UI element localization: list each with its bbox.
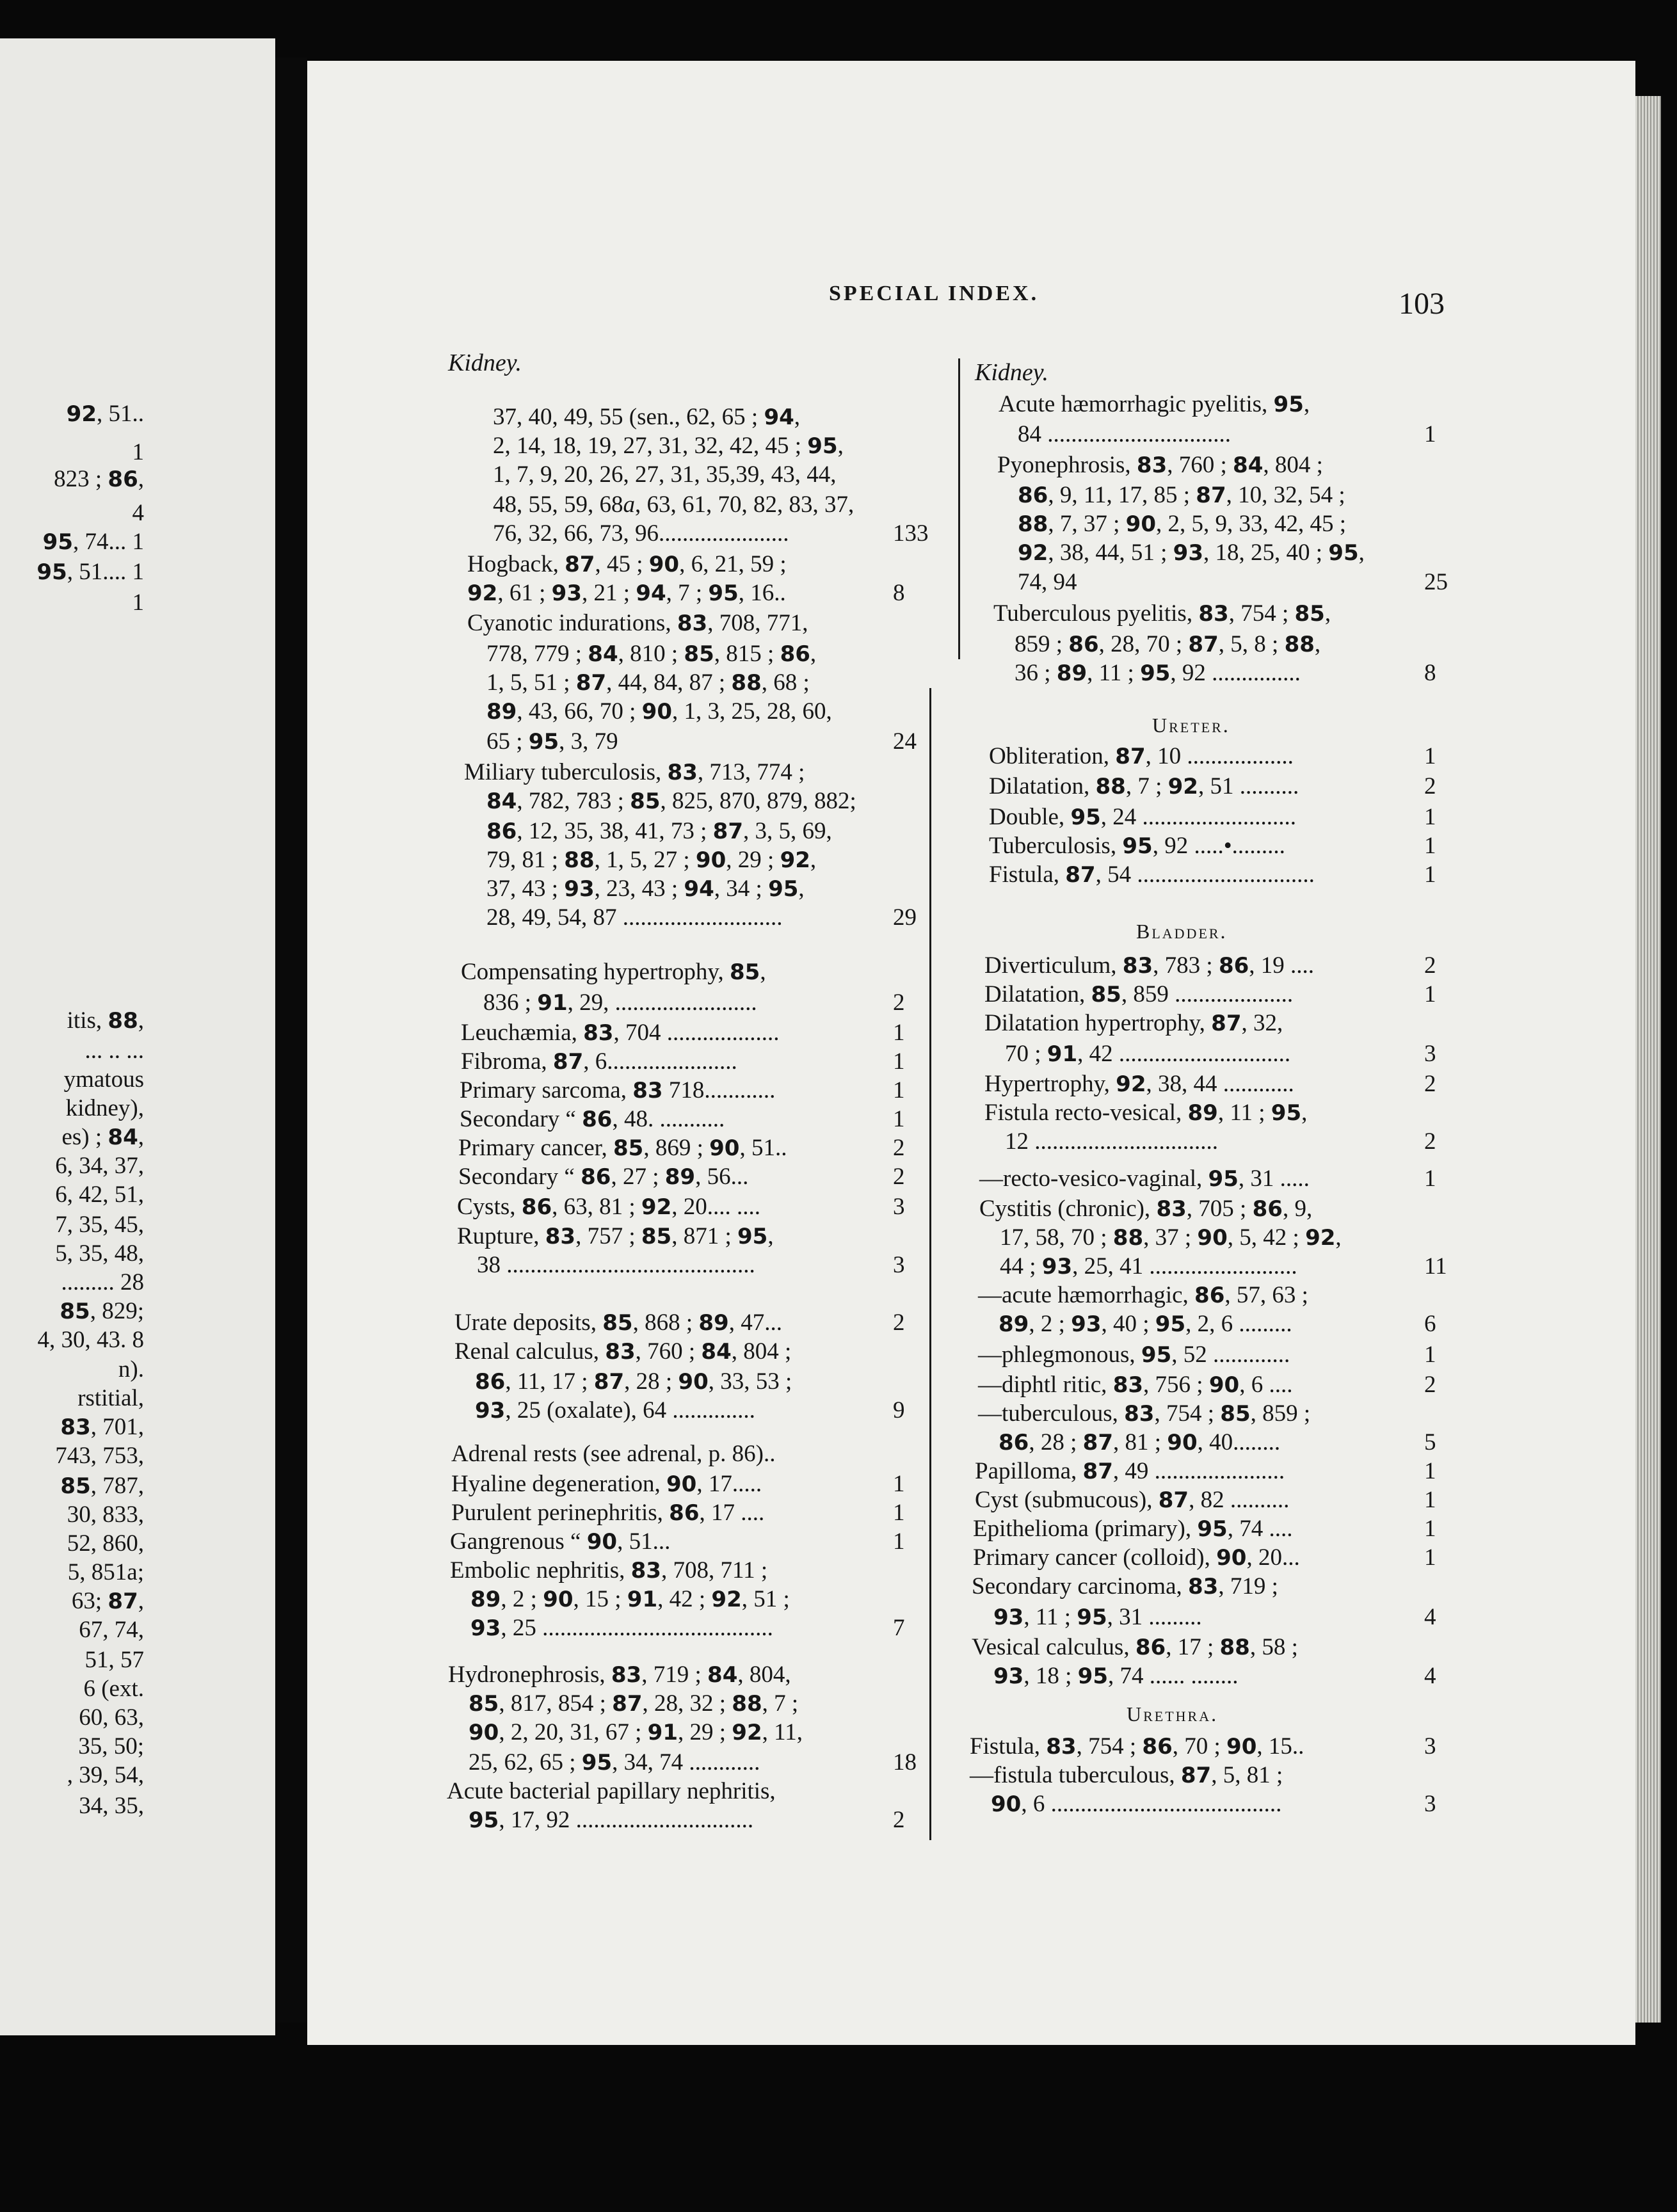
left-page-fragment: 52, 860, xyxy=(67,1530,144,1557)
index-entry-count: 3 xyxy=(1424,1041,1436,1067)
index-entry-line: 79, 81 ; 88, 1, 5, 27 ; 90, 29 ; 92, xyxy=(486,847,817,873)
left-page-fragment: 4, 30, 43. 8 xyxy=(37,1327,144,1353)
column-1-title: Kidney. xyxy=(448,349,522,376)
index-entry-count: 2 xyxy=(893,1164,905,1190)
index-entry-line: Secondary “ 86, 48. ........... xyxy=(460,1106,725,1132)
index-entry-line: Dilatation, 85, 859 .................... xyxy=(984,981,1294,1007)
index-entry-line: Vesical calculus, 86, 17 ; 88, 58 ; xyxy=(972,1634,1298,1660)
left-page-fragment: 85, 829; xyxy=(60,1298,144,1324)
index-entry-line: Cystitis (chronic), 83, 705 ; 86, 9, xyxy=(979,1196,1313,1222)
left-page-fragment: kidney), xyxy=(65,1095,144,1121)
left-page-fragment: 6, 42, 51, xyxy=(55,1182,144,1208)
left-page-fragment: 6, 34, 37, xyxy=(55,1153,144,1179)
index-entry-line: 76, 32, 66, 73, 96...................... xyxy=(493,520,789,547)
index-entry-count: 3 xyxy=(893,1252,905,1278)
index-entry-line: —diphtl ritic, 83, 756 ; 90, 6 .... xyxy=(978,1372,1293,1398)
left-page-fragment: 35, 50; xyxy=(78,1733,144,1759)
left-page-fragment: ymatous xyxy=(63,1066,144,1093)
left-page-fragment: 60, 63, xyxy=(79,1704,144,1731)
column-divider xyxy=(929,688,931,1840)
index-entry-line: —acute hæmorrhagic, 86, 57, 63 ; xyxy=(978,1282,1308,1308)
left-page-fragment: 63; 87, xyxy=(71,1588,144,1614)
index-entry-line: 90, 6 ....................................... xyxy=(991,1791,1282,1817)
left-page-fragment: 1 xyxy=(132,589,144,616)
index-entry-count: 1 xyxy=(893,1106,905,1132)
index-entry-count: 1 xyxy=(1424,1516,1436,1542)
index-entry-line: Hogback, 87, 45 ; 90, 6, 21, 59 ; xyxy=(467,551,787,577)
index-entry-line: 92, 61 ; 93, 21 ; 94, 7 ; 95, 16.. xyxy=(467,580,786,606)
index-entry-count: 1 xyxy=(893,1471,905,1497)
index-entry-count: 6 xyxy=(1424,1311,1436,1337)
index-entry-line: 36 ; 89, 11 ; 95, 92 ............... xyxy=(1015,660,1301,686)
index-entry-line: 2, 14, 18, 19, 27, 31, 32, 42, 45 ; 95, xyxy=(493,433,844,459)
index-entry-line: Fistula, 87, 54 .............................. xyxy=(989,862,1315,888)
left-page-fragment: 85, 787, xyxy=(60,1473,144,1499)
index-entry-line: 70 ; 91, 42 ............................. xyxy=(1005,1041,1291,1067)
index-entry-line: 859 ; 86, 28, 70 ; 87, 5, 8 ; 88, xyxy=(1015,631,1321,657)
index-entry-line: —tuberculous, 83, 754 ; 85, 859 ; xyxy=(978,1400,1311,1427)
index-entry-line: 85, 817, 854 ; 87, 28, 32 ; 88, 7 ; xyxy=(469,1690,799,1717)
index-entry-line: Tuberculous pyelitis, 83, 754 ; 85, xyxy=(993,600,1331,627)
index-entry-line: Pyonephrosis, 83, 760 ; 84, 804 ; xyxy=(997,452,1323,478)
left-page-fragment: 95, 74... 1 xyxy=(42,529,144,555)
index-entry-line: 89, 2 ; 93, 40 ; 95, 2, 6 ......... xyxy=(999,1311,1292,1337)
index-entry-line: —fistula tuberculous, 87, 5, 81 ; xyxy=(970,1762,1283,1788)
left-page-fragment: es) ; 84, xyxy=(61,1124,144,1150)
index-entry-line: Diverticulum, 83, 783 ; 86, 19 .... xyxy=(984,952,1315,979)
index-entry-count: 7 xyxy=(893,1615,905,1641)
index-entry-line: 92, 38, 44, 51 ; 93, 18, 25, 40 ; 95, xyxy=(1018,540,1365,566)
index-entry-line: 84, 782, 783 ; 85, 825, 870, 879, 882; xyxy=(486,788,856,814)
index-entry-line: Fibroma, 87, 6...................... xyxy=(461,1048,737,1075)
index-entry-line: —recto-vesico-vaginal, 95, 31 ..... xyxy=(979,1166,1310,1192)
index-entry-line: 836 ; 91, 29, ........................ xyxy=(483,990,757,1016)
left-page-fragment: 743, 753, xyxy=(55,1443,144,1469)
page-edge xyxy=(1635,96,1661,2023)
index-entry-line: 38 .......................................... xyxy=(477,1252,755,1278)
index-entry-count: 1 xyxy=(1424,1487,1436,1513)
index-entry-line: Leuchæmia, 83, 704 ................... xyxy=(461,1020,780,1046)
left-page-fragment: 83, 701, xyxy=(60,1414,144,1440)
index-entry-line: 778, 779 ; 84, 810 ; 85, 815 ; 86, xyxy=(486,641,817,667)
index-entry-line: Rupture, 83, 757 ; 85, 871 ; 95, xyxy=(457,1223,774,1249)
index-entry-count: 8 xyxy=(893,580,905,606)
index-entry-line: —phlegmonous, 95, 52 ............. xyxy=(978,1342,1290,1368)
left-page-fragment: 30, 833, xyxy=(67,1502,144,1528)
index-entry-line: 93, 25 ....................................... xyxy=(470,1615,773,1641)
index-entry-count: 1 xyxy=(1424,1544,1436,1571)
index-entry-count: 2 xyxy=(893,1807,905,1833)
index-entry-line: Compensating hypertrophy, 85, xyxy=(461,959,766,985)
index-entry-count: 9 xyxy=(893,1397,905,1423)
index-entry-count: 2 xyxy=(1424,952,1436,979)
left-page-fragment: rstitial, xyxy=(77,1385,144,1411)
index-entry-line: Primary cancer, 85, 869 ; 90, 51.. xyxy=(458,1135,787,1161)
index-entry-line: Miliary tuberculosis, 83, 713, 774 ; xyxy=(464,759,805,785)
index-entry-count: 1 xyxy=(1424,833,1436,859)
left-page-fragment: n). xyxy=(118,1356,144,1382)
left-page-fragment: 7, 35, 45, xyxy=(55,1212,144,1238)
index-entry-count: 3 xyxy=(1424,1791,1436,1817)
left-page-fragment: itis, 88, xyxy=(67,1007,144,1034)
index-entry-count: 5 xyxy=(1424,1429,1436,1455)
index-entry-count: 2 xyxy=(1424,1372,1436,1398)
column-divider xyxy=(958,358,960,659)
index-entry-line: Primary sarcoma, 83 718............ xyxy=(460,1077,776,1103)
index-entry-line: Papilloma, 87, 49 ...................... xyxy=(975,1458,1285,1484)
index-entry-count: 1 xyxy=(1424,862,1436,888)
index-entry-count: 2 xyxy=(893,1135,905,1161)
index-entry-count: 1 xyxy=(1424,743,1436,769)
index-entry-line: 86, 11, 17 ; 87, 28 ; 90, 33, 53 ; xyxy=(475,1368,792,1395)
index-entry-line: Acute bacterial papillary nephritis, xyxy=(447,1778,776,1804)
index-entry-count: 1 xyxy=(893,1048,905,1075)
left-page-fragment: 67, 74, xyxy=(79,1617,144,1643)
index-entry-count: 4 xyxy=(1424,1604,1436,1630)
index-entry-line: Primary cancer (colloid), 90, 20... xyxy=(973,1544,1300,1571)
section-heading: Ureter. xyxy=(1152,714,1230,737)
index-entry-count: 29 xyxy=(893,904,917,931)
index-entry-line: Adrenal rests (see adrenal, p. 86).. xyxy=(451,1441,776,1467)
section-heading: Urethra. xyxy=(1127,1703,1219,1726)
index-entry-line: Cysts, 86, 63, 81 ; 92, 20.... .... xyxy=(457,1194,761,1220)
index-entry-count: 3 xyxy=(1424,1733,1436,1759)
left-page-fragment: 51, 57 xyxy=(84,1647,144,1673)
section-heading: Bladder. xyxy=(1136,920,1228,943)
index-entry-count: 1 xyxy=(893,1528,905,1555)
index-entry-line: 93, 11 ; 95, 31 ......... xyxy=(993,1604,1202,1630)
index-entry-line: Tuberculosis, 95, 92 .....•......... xyxy=(989,833,1285,859)
index-entry-line: Dilatation hypertrophy, 87, 32, xyxy=(984,1010,1283,1036)
index-entry-count: 1 xyxy=(1424,421,1436,447)
index-entry-line: 93, 18 ; 95, 74 ...... ........ xyxy=(993,1663,1239,1689)
index-entry-line: 86, 12, 35, 38, 41, 73 ; 87, 3, 5, 69, xyxy=(486,818,832,844)
left-page-fragment: 95, 51.... 1 xyxy=(36,559,144,585)
index-entry-line: Acute hæmorrhagic pyelitis, 95, xyxy=(999,391,1310,417)
index-entry-count: 4 xyxy=(1424,1663,1436,1689)
index-entry-count: 1 xyxy=(1424,804,1436,830)
index-entry-count: 1 xyxy=(1424,1166,1436,1192)
left-page-fragment: 5, 35, 48, xyxy=(55,1240,144,1267)
index-entry-line: Dilatation, 88, 7 ; 92, 51 .......... xyxy=(989,773,1299,799)
index-entry-line: 44 ; 93, 25, 41 ......................... xyxy=(1000,1253,1297,1279)
index-entry-count: 2 xyxy=(893,990,905,1016)
index-entry-line: Gangrenous “ 90, 51... xyxy=(450,1528,671,1555)
left-page-fragment: 1 xyxy=(132,439,144,465)
index-entry-line: Urate deposits, 85, 868 ; 89, 47... xyxy=(454,1310,782,1336)
index-entry-line: 86, 9, 11, 17, 85 ; 87, 10, 32, 54 ; xyxy=(1018,482,1345,508)
left-page-fragment: 34, 35, xyxy=(79,1793,144,1819)
left-page-fragment: 92, 51.. xyxy=(66,401,144,427)
index-entry-count: 3 xyxy=(893,1194,905,1220)
page-number: 103 xyxy=(1399,287,1445,321)
index-entry-line: 89, 2 ; 90, 15 ; 91, 42 ; 92, 51 ; xyxy=(470,1586,790,1612)
index-entry-line: 17, 58, 70 ; 88, 37 ; 90, 5, 42 ; 92, xyxy=(1000,1224,1342,1251)
index-entry-line: 1, 5, 51 ; 87, 44, 84, 87 ; 88, 68 ; xyxy=(486,669,810,696)
index-entry-count: 2 xyxy=(1424,1128,1436,1155)
index-entry-count: 1 xyxy=(1424,981,1436,1007)
index-entry-line: 37, 43 ; 93, 23, 43 ; 94, 34 ; 95, xyxy=(486,876,805,902)
index-entry-line: 12 ............................... xyxy=(1005,1128,1218,1155)
index-entry-line: 95, 17, 92 .............................. xyxy=(469,1807,754,1833)
index-entry-count: 18 xyxy=(893,1749,917,1775)
index-entry-line: Fistula recto-vesical, 89, 11 ; 95, xyxy=(984,1100,1308,1126)
index-entry-line: Epithelioma (primary), 95, 74 .... xyxy=(973,1516,1293,1542)
left-page-fragment: 4 xyxy=(132,500,144,526)
index-entry-line: Hydronephrosis, 83, 719 ; 84, 804, xyxy=(448,1662,791,1688)
index-entry-line: 93, 25 (oxalate), 64 .............. xyxy=(475,1397,755,1423)
index-entry-line: 1, 7, 9, 20, 26, 27, 31, 35,39, 43, 44, xyxy=(493,461,837,488)
index-entry-count: 11 xyxy=(1424,1253,1447,1279)
page-gutter xyxy=(275,58,307,2023)
index-entry-line: 88, 7, 37 ; 90, 2, 5, 9, 33, 42, 45 ; xyxy=(1018,511,1347,537)
left-page-fragment: 823 ; 86, xyxy=(54,466,144,492)
index-entry-line: 65 ; 95, 3, 79 xyxy=(486,728,618,755)
index-entry-line: 25, 62, 65 ; 95, 34, 74 ............ xyxy=(469,1749,760,1775)
left-page-fragment: ......... 28 xyxy=(61,1269,144,1295)
index-entry-line: 86, 28 ; 87, 81 ; 90, 40........ xyxy=(999,1429,1281,1455)
column-2-title: Kidney. xyxy=(975,359,1049,386)
index-entry-line: Secondary “ 86, 27 ; 89, 56... xyxy=(458,1164,749,1190)
index-entry-count: 1 xyxy=(893,1020,905,1046)
index-entry-count: 133 xyxy=(893,520,929,547)
index-entry-count: 2 xyxy=(1424,773,1436,799)
index-entry-count: 1 xyxy=(893,1077,905,1103)
index-entry-count: 1 xyxy=(1424,1342,1436,1368)
index-entry-count: 25 xyxy=(1424,569,1448,595)
left-page-fragment: 5, 851a; xyxy=(67,1559,144,1585)
index-entry-count: 1 xyxy=(893,1500,905,1526)
index-entry-line: 90, 2, 20, 31, 67 ; 91, 29 ; 92, 11, xyxy=(469,1719,803,1745)
index-entry-line: Purulent perinephritis, 86, 17 .... xyxy=(451,1500,765,1526)
index-entry-count: 24 xyxy=(893,728,917,755)
index-entry-line: 84 ............................... xyxy=(1018,421,1231,447)
index-entry-line: Embolic nephritis, 83, 708, 711 ; xyxy=(450,1557,768,1583)
index-entry-line: 48, 55, 59, 68a, 63, 61, 70, 82, 83, 37, xyxy=(493,492,855,518)
index-entry-line: Obliteration, 87, 10 .................. xyxy=(989,743,1294,769)
index-entry-line: 89, 43, 66, 70 ; 90, 1, 3, 25, 28, 60, xyxy=(486,698,832,725)
index-entry-count: 2 xyxy=(893,1310,905,1336)
index-entry-line: Secondary carcinoma, 83, 719 ; xyxy=(972,1573,1278,1599)
index-entry-line: Double, 95, 24 .......................... xyxy=(989,804,1297,830)
index-entry-line: Cyst (submucous), 87, 82 .......... xyxy=(975,1487,1290,1513)
left-page-fragment: 6 (ext. xyxy=(83,1676,144,1702)
index-entry-count: 2 xyxy=(1424,1071,1436,1097)
index-entry-count: 1 xyxy=(1424,1458,1436,1484)
index-entry-line: Renal calculus, 83, 760 ; 84, 804 ; xyxy=(454,1338,792,1365)
index-entry-line: 74, 94 xyxy=(1018,569,1077,595)
running-header: SPECIAL INDEX. xyxy=(829,282,1039,305)
index-entry-line: 28, 49, 54, 87 ........................... xyxy=(486,904,783,931)
left-page-fragment: ... .. ... xyxy=(84,1038,144,1064)
index-entry-line: 37, 40, 49, 55 (sen., 62, 65 ; 94, xyxy=(493,404,801,430)
index-entry-line: Hyaline degeneration, 90, 17..... xyxy=(451,1471,762,1497)
index-entry-line: Fistula, 83, 754 ; 86, 70 ; 90, 15.. xyxy=(970,1733,1304,1759)
left-page-fragment: , 39, 54, xyxy=(67,1762,144,1788)
index-entry-count: 8 xyxy=(1424,660,1436,686)
index-entry-line: Cyanotic indurations, 83, 708, 771, xyxy=(467,610,808,636)
index-entry-line: Hypertrophy, 92, 38, 44 ............ xyxy=(984,1071,1294,1097)
